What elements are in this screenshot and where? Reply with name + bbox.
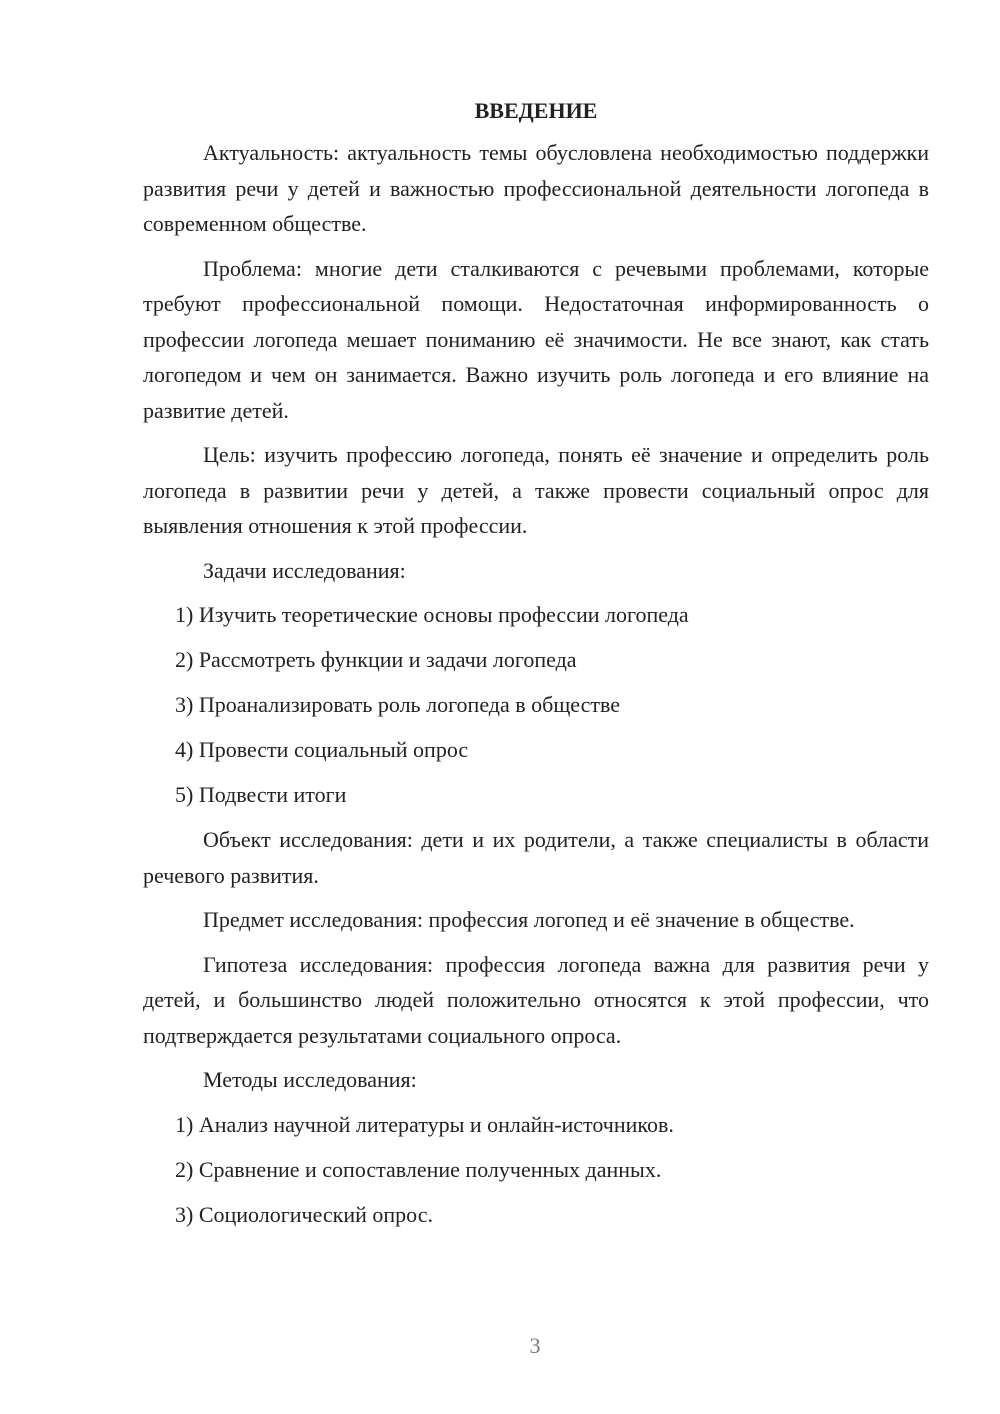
list-item: 2) Сравнение и сопоставление полученных данных. xyxy=(175,1156,662,1182)
relevance-paragraph: Актуальность: актуальность темы обусловлена необходимостью поддержки развития речи у детей и важностью профессиональной деятельности логопеда в современном обществе. xyxy=(143,140,929,236)
methods-heading: Методы исследования: xyxy=(203,1067,417,1092)
list-item: 1) Изучить теоретические основы профессии логопеда xyxy=(175,602,689,627)
list-item: 3) Социологический опрос. xyxy=(175,1201,433,1227)
methods-list xyxy=(143,1107,929,1233)
object-paragraph: Объект исследования: дети и их родители, а также специалисты в области речевого развития. xyxy=(143,827,929,888)
hypothesis-paragraph: Гипотеза исследования: профессия логопеда важна для развития речи у детей, и большинство людей положительно относятся к этой профессии, что подтверждается результатами социального опроса. xyxy=(143,951,929,1048)
list-item: 5) Подвести итоги xyxy=(175,782,347,807)
tasks-heading: Задачи исследования: xyxy=(203,557,406,583)
tasks-list xyxy=(143,597,929,813)
list-item: 3) Проанализировать роль логопеда в обществе xyxy=(175,692,620,717)
page-title: ВВЕДЕНИЕ xyxy=(474,98,598,123)
list-item: 1) Анализ научной литературы и онлайн-источников. xyxy=(175,1111,674,1137)
list-item: 4) Провести социальный опрос xyxy=(175,737,469,762)
document-page xyxy=(143,94,929,1242)
list-item: 2) Рассмотреть функции и задачи логопеда xyxy=(175,647,577,672)
goal-paragraph: Цель: изучить профессию логопеда, понять её значение и определить роль логопеда в развитии речи у детей, а также провести социальный опрос для выявления отношения к этой профессии. xyxy=(143,442,929,538)
subject-paragraph: Предмет исследования: профессия логопед и её значение в обществе. xyxy=(203,907,855,932)
problem-paragraph: Проблема: многие дети сталкиваются с речевыми проблемами, которые требуют профессиональной помощи. Недостаточная информированность о профессии логопеда мешает пониманию её значимости. Не все знают, как стать логопедом и чем он занимается. Важно изучить роль логопеда и его влияние на развитие детей. xyxy=(143,255,929,423)
page-number: 3 xyxy=(529,1333,541,1358)
